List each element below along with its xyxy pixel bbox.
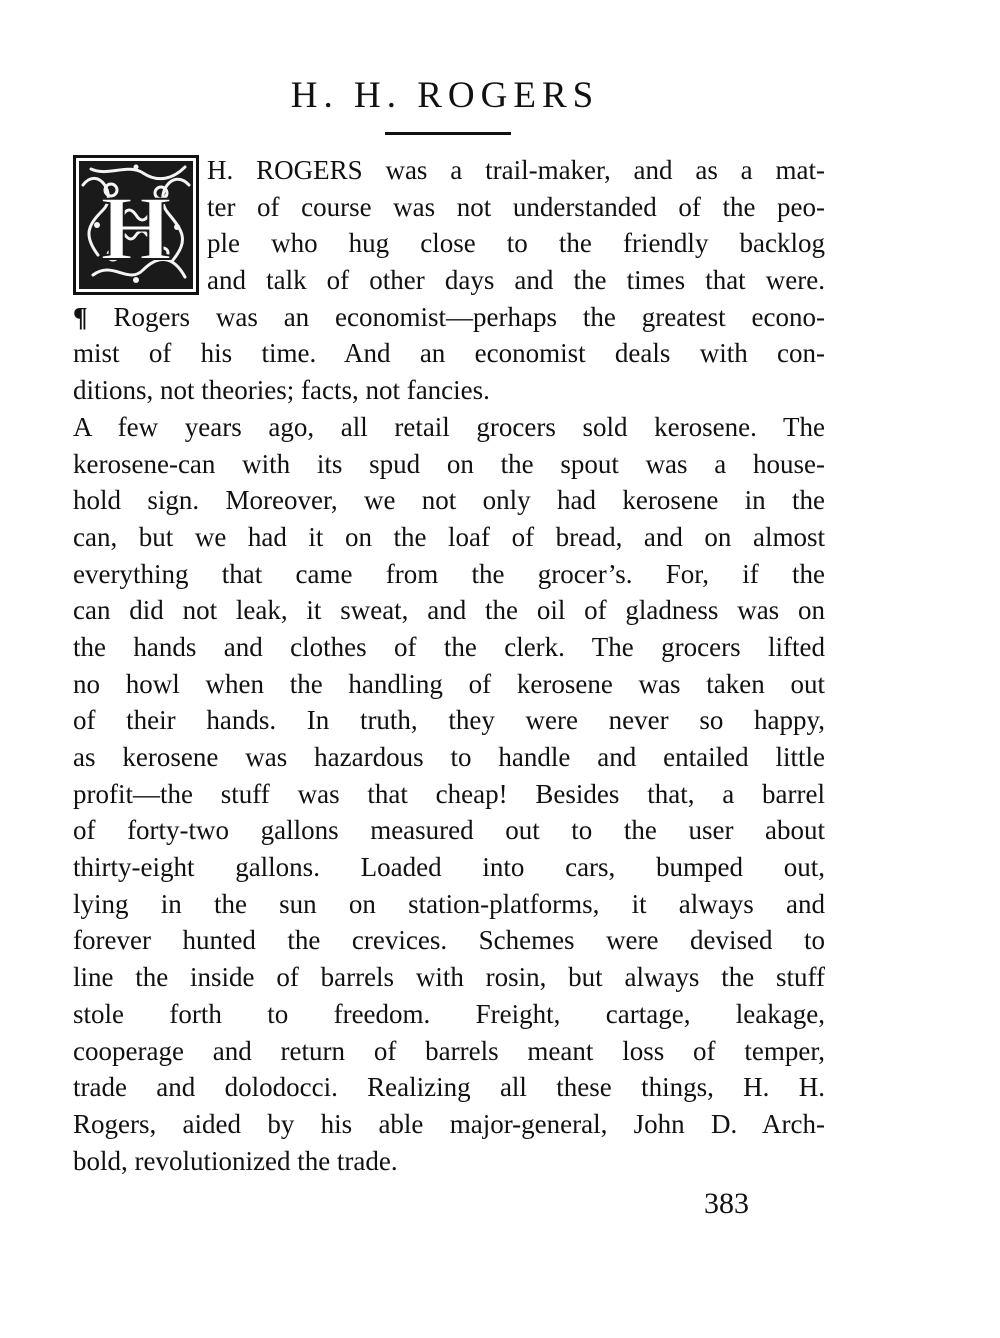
text-line: as kerosene was hazardous to handle and entailed little <box>73 742 825 772</box>
text-line: ditions, not theories; facts, not fancies. <box>73 375 490 406</box>
title-rule <box>385 132 511 135</box>
running-head: H. H. ROGERS <box>290 75 600 116</box>
text-line: profit—the stuff was that cheap! Besides that, a barrel <box>73 778 825 809</box>
text-line: Rogers, aided by his able major-general, John D. Arch- <box>73 1108 825 1139</box>
text-line <box>73 299 825 336</box>
paragraph-kerosene <box>73 409 825 1179</box>
drop-cap-letter: H <box>100 177 172 279</box>
text-line: everything that came from the grocer’s. For, if the <box>73 558 825 589</box>
text-line-content: Rogers was an economist—perhaps the greatest econo- <box>113 301 826 332</box>
text-line: cooperage and return of barrels meant loss of temper, <box>73 1035 825 1066</box>
page-number: 383 <box>704 1187 749 1220</box>
text-line: line the inside of barrels with rosin, but always the stuff <box>73 962 825 993</box>
paragraph-intro <box>73 152 825 299</box>
text-line: hold sign. Moreover, we not only had kerosene in the <box>73 485 825 516</box>
text-line: thirty-eight gallons. Loaded into cars, bumped out, <box>73 852 825 883</box>
paragraph-economist <box>73 299 825 409</box>
pilcrow-mark: ¶ <box>73 301 88 332</box>
text-line: the hands and clothes of the clerk. The grocers lifted <box>73 631 825 662</box>
text-line: A few years ago, all retail grocers sold kerosene. The <box>73 411 825 442</box>
text-line: H. ROGERS was a trail-maker, and as a mat- <box>207 155 825 185</box>
text-line: of forty-two gallons measured out to the user about <box>73 815 825 846</box>
text-line: bold, revolutionized the trade. <box>73 1145 398 1176</box>
text-line: can did not leak, it sweat, and the oil of gladness was on <box>73 595 825 626</box>
text-line: ter of course was not understanded of the peo- <box>207 191 825 222</box>
text-line: no howl when the handling of kerosene was taken out <box>73 668 825 699</box>
text-line: lying in the sun on station-platforms, it always and <box>73 888 825 919</box>
text-line: and talk of other days and the times that were. <box>207 265 825 296</box>
body-text <box>73 152 825 1179</box>
text-line: forever hunted the crevices. Schemes were devised to <box>73 925 825 956</box>
text-line: mist of his time. And an economist deals with con- <box>73 338 825 369</box>
text-line: kerosene-can with its spud on the spout was a house- <box>73 448 825 479</box>
text-line: stole forth to freedom. Freight, cartage, leakage, <box>73 998 825 1029</box>
text-line: trade and dolodocci. Realizing all these things, H. H. <box>73 1072 825 1103</box>
text-line: ple who hug close to the friendly backlog <box>207 228 825 259</box>
text-line: of their hands. In truth, they were never so happy, <box>73 705 825 736</box>
text-line: can, but we had it on the loaf of bread, and on almost <box>73 521 825 552</box>
